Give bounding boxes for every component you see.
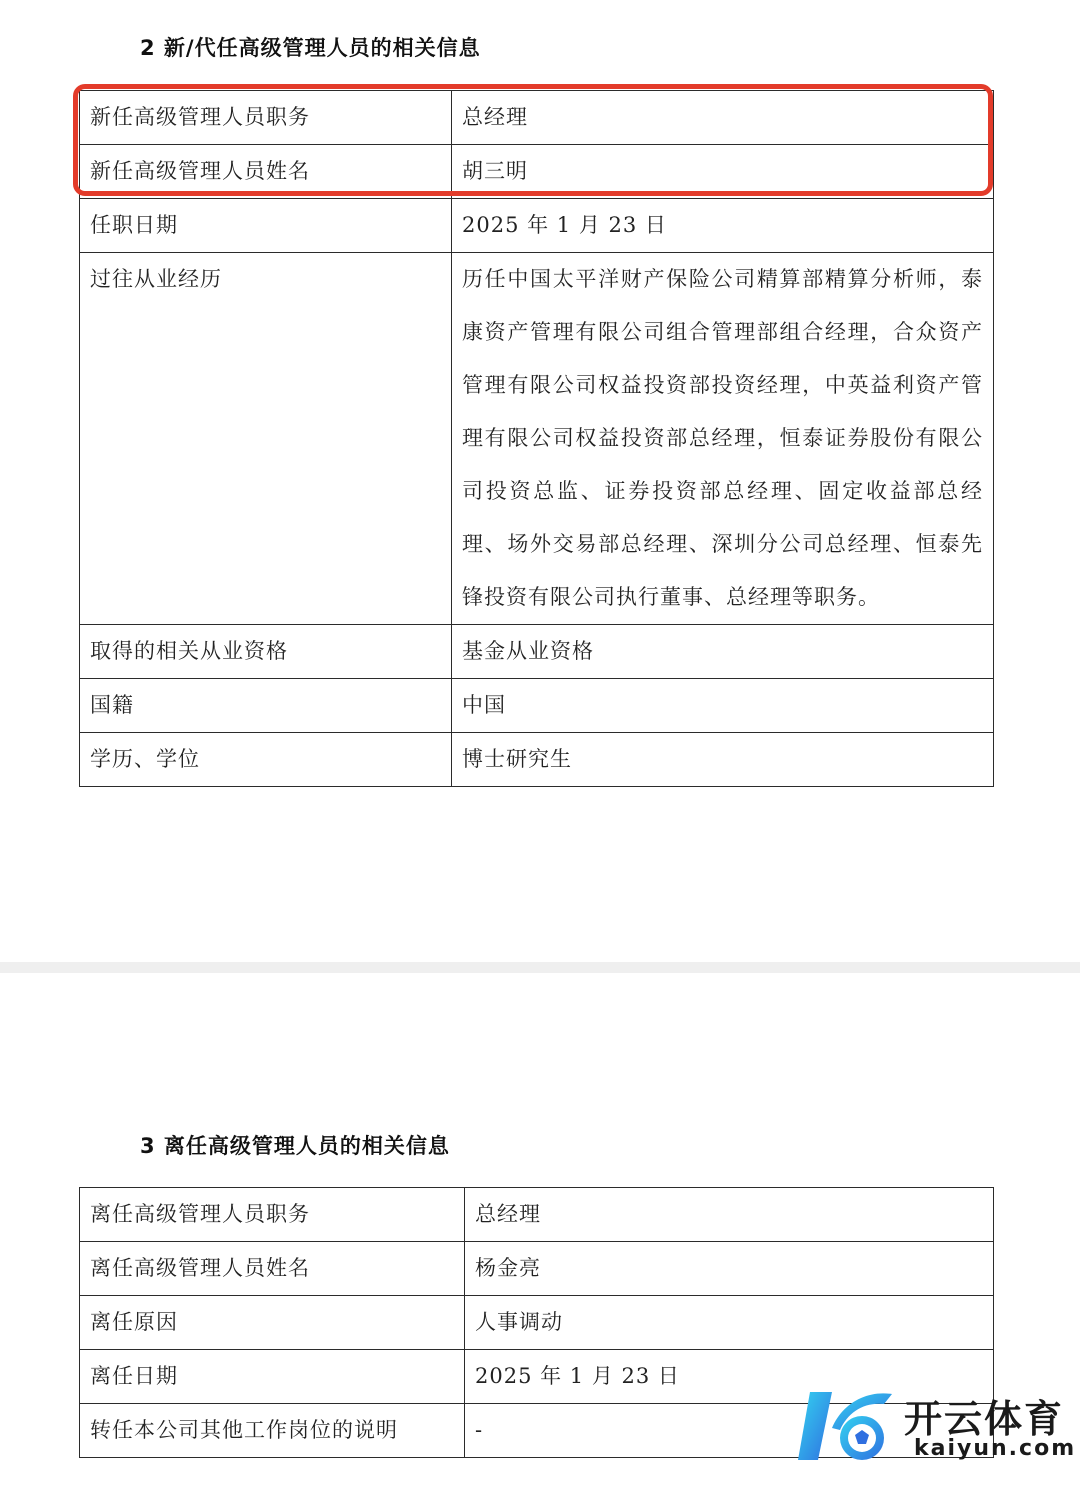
row-value: 2025 年 1 月 23 日 bbox=[452, 199, 994, 253]
row-label: 任职日期 bbox=[80, 199, 452, 253]
row-label: 学历、学位 bbox=[80, 733, 452, 787]
table-row bbox=[80, 199, 994, 253]
row-value: 基金从业资格 bbox=[452, 625, 994, 679]
row-label: 离任日期 bbox=[80, 1350, 465, 1404]
row-label: 取得的相关从业资格 bbox=[80, 625, 452, 679]
row-value: 博士研究生 bbox=[452, 733, 994, 787]
row-value: 历任中国太平洋财产保险公司精算部精算分析师，泰康资产管理有限公司组合管理部组合经理，合众资产管理有限公司权益投资部投资经理，中英益利资产管理有限公司权益投资部总经理，恒泰证券股份有限公司投资总监、证券投资部总经理、固定收益部总经理、场外交易部总经理、深圳分公司总经理、恒泰先锋投资有限公司执行董事、总经理等职务。 bbox=[452, 253, 994, 625]
row-label: 离任高级管理人员姓名 bbox=[80, 1242, 465, 1296]
row-value: 人事调动 bbox=[465, 1296, 994, 1350]
row-value: 2025 年 1 月 23 日 bbox=[465, 1350, 994, 1404]
watermark-brand: 开云体育 bbox=[904, 1397, 1065, 1441]
section-2-title: 2 新/代任高级管理人员的相关信息 bbox=[140, 36, 481, 60]
row-label: 新任高级管理人员职务 bbox=[80, 91, 452, 145]
table-row bbox=[80, 1188, 994, 1242]
section-divider-band bbox=[0, 962, 1080, 973]
row-value: 杨金亮 bbox=[465, 1242, 994, 1296]
row-value: - bbox=[465, 1404, 994, 1458]
row-label: 离任原因 bbox=[80, 1296, 465, 1350]
row-value: 中国 bbox=[452, 679, 994, 733]
row-label: 过往从业经历 bbox=[80, 253, 452, 625]
table-row bbox=[80, 625, 994, 679]
row-value: 胡三明 bbox=[452, 145, 994, 199]
row-label: 离任高级管理人员职务 bbox=[80, 1188, 465, 1242]
row-label: 转任本公司其他工作岗位的说明 bbox=[80, 1404, 465, 1458]
watermark-domain: kaiyun.com bbox=[914, 1436, 1077, 1461]
row-label: 新任高级管理人员姓名 bbox=[80, 145, 452, 199]
row-label: 国籍 bbox=[80, 679, 452, 733]
table-row bbox=[80, 733, 994, 787]
row-value: 总经理 bbox=[452, 91, 994, 145]
row-value: 总经理 bbox=[465, 1188, 994, 1242]
table-row bbox=[80, 1296, 994, 1350]
highlight-annotation-box bbox=[73, 84, 993, 196]
watermark bbox=[796, 1382, 1076, 1472]
table-row bbox=[80, 253, 994, 625]
section-3-title: 3 离任高级管理人员的相关信息 bbox=[140, 1134, 450, 1158]
table-row bbox=[80, 679, 994, 733]
table-row bbox=[80, 1242, 994, 1296]
kaiyun-logo-icon bbox=[796, 1382, 906, 1472]
